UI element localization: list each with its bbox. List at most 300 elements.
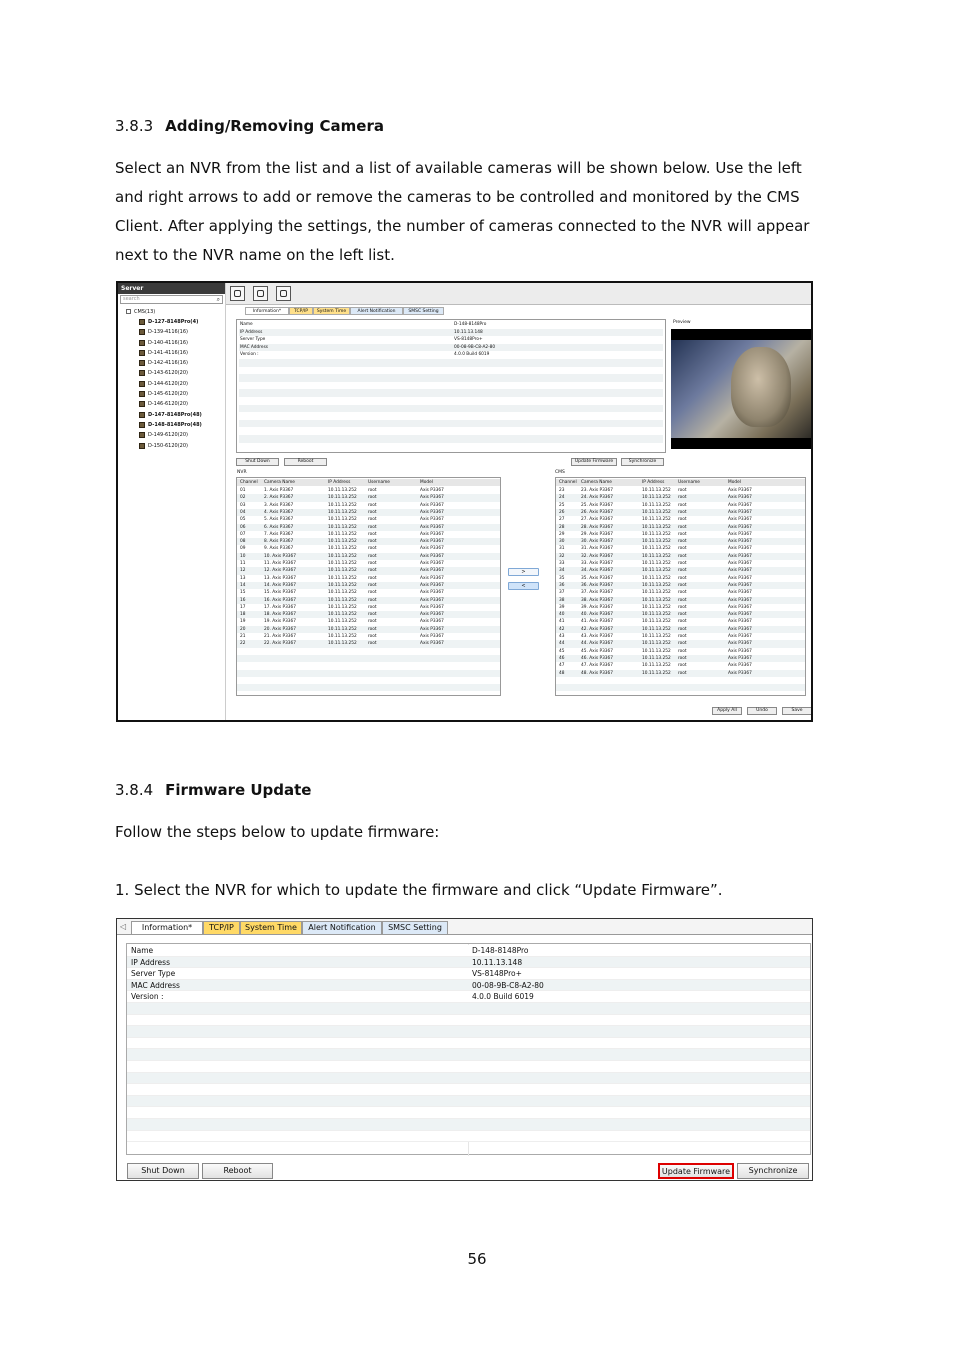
page-number: 56	[467, 1250, 487, 1268]
model-cell: Axis P3367	[728, 619, 752, 625]
info-row	[127, 1015, 810, 1027]
camera-name-cell: 7. Axis P3367	[264, 531, 294, 537]
table-row[interactable]	[556, 684, 805, 691]
camera-name-cell: 19. Axis P3367	[264, 619, 297, 625]
remove-camera-button[interactable]: <	[508, 582, 539, 590]
table-row[interactable]	[556, 648, 805, 655]
tree-node[interactable]	[126, 399, 225, 409]
add-camera-button[interactable]: >	[508, 568, 539, 576]
save-button[interactable]: Save	[782, 707, 812, 715]
table-row[interactable]	[556, 575, 805, 582]
table-row[interactable]	[237, 640, 500, 647]
column-header: IP Address	[642, 480, 665, 485]
camera-preview	[671, 329, 813, 449]
tab-scroll-left-icon[interactable]: ◁	[120, 922, 127, 931]
camera-name-cell: 15. Axis P3367	[264, 590, 297, 596]
tree-node-label: D-146-6120(20)	[148, 401, 188, 408]
tree-node[interactable]	[126, 317, 225, 327]
toolbar	[226, 283, 813, 305]
camera-name-cell: 4. Axis P3367	[264, 509, 294, 515]
ip-cell: 10.11.13.252	[328, 575, 357, 581]
table-row[interactable]	[556, 538, 805, 545]
info-row	[239, 336, 663, 344]
model-cell: Axis P3367	[728, 655, 752, 661]
camera-name-cell: 42. Axis P3367	[581, 626, 614, 632]
table-row[interactable]	[237, 655, 500, 662]
camera-name-cell: 9. Axis P3367	[264, 546, 294, 552]
tree-node[interactable]	[126, 441, 225, 451]
channel-cell: 37	[559, 590, 565, 596]
username-cell: root	[678, 568, 687, 574]
table-row[interactable]	[556, 502, 805, 509]
camera-name-cell: 22. Axis P3367	[264, 641, 297, 647]
server-tree	[118, 308, 225, 451]
camera-name-cell: 30. Axis P3367	[581, 539, 614, 545]
server-icon	[139, 329, 145, 335]
info-row	[127, 1119, 810, 1131]
channel-cell: 26	[559, 509, 565, 515]
tab-information[interactable]: Information*	[245, 307, 289, 315]
model-cell: Axis P3367	[728, 641, 752, 647]
info-table	[236, 319, 666, 453]
camera-name-cell: 29. Axis P3367	[581, 531, 614, 537]
tree-node[interactable]	[126, 430, 225, 440]
info-table	[126, 943, 811, 1155]
channel-cell: 20	[240, 626, 246, 632]
username-cell: root	[678, 634, 687, 639]
search-icon[interactable]: ⌕	[216, 296, 220, 303]
table-row[interactable]	[556, 618, 805, 625]
ip-cell: 10.11.13.252	[328, 546, 357, 552]
channel-cell: 04	[240, 509, 246, 515]
username-cell: root	[678, 612, 687, 618]
server-search-input[interactable]	[120, 295, 223, 304]
paragraph-line: Select an NVR from the list and a list of available cameras will be shown below. Use the left	[115, 159, 802, 177]
ip-cell: 10.11.13.252	[642, 582, 671, 588]
info-row	[127, 1084, 810, 1096]
channel-cell: 19	[240, 619, 246, 625]
preview-image	[731, 347, 791, 427]
model-cell: Axis P3367	[420, 590, 444, 596]
apply-all-button[interactable]: Apply All	[712, 707, 742, 715]
tree-node[interactable]	[126, 338, 225, 348]
camera-name-cell: 3. Axis P3367	[264, 502, 294, 508]
tree-node[interactable]	[126, 379, 225, 389]
model-cell: Axis P3367	[728, 634, 752, 639]
table-row[interactable]	[556, 524, 805, 531]
model-cell: Axis P3367	[728, 663, 752, 669]
section-paragraph	[115, 154, 845, 270]
channel-cell: 36	[559, 582, 565, 588]
username-cell: root	[368, 502, 377, 508]
channel-cell: 30	[559, 539, 565, 545]
table-row[interactable]	[237, 545, 500, 552]
table-row[interactable]	[556, 589, 805, 596]
info-row	[239, 443, 663, 451]
tab-tcpip[interactable]: TCP/IP	[203, 921, 240, 934]
info-label: Version :	[240, 352, 259, 358]
ip-cell: 10.11.13.252	[642, 648, 671, 654]
username-cell: root	[368, 582, 377, 588]
info-value: 4.0.0 Build 6019	[454, 352, 490, 358]
table-row[interactable]	[556, 494, 805, 501]
table-row[interactable]	[556, 582, 805, 589]
tab-alert-notification[interactable]: Alert Notification	[302, 921, 382, 934]
channel-cell: 16	[240, 597, 246, 603]
camera-name-cell: 37. Axis P3367	[581, 590, 614, 596]
paragraph-line: and right arrows to add or remove the cameras to be controlled and monitored by the CMS	[115, 188, 800, 206]
model-cell: Axis P3367	[728, 509, 752, 515]
model-cell: Axis P3367	[728, 626, 752, 632]
info-row	[239, 344, 663, 352]
table-row[interactable]	[237, 538, 500, 545]
table-header	[237, 479, 500, 486]
camera-name-cell: 8. Axis P3367	[264, 539, 294, 545]
ip-cell: 10.11.13.252	[328, 612, 357, 618]
table-row[interactable]	[237, 567, 500, 574]
tree-node[interactable]	[126, 358, 225, 368]
username-cell: root	[678, 502, 687, 508]
section-number: 3.8.3	[115, 117, 154, 135]
info-row	[127, 1096, 810, 1108]
table-row[interactable]	[237, 516, 500, 523]
camera-name-cell: 23. Axis P3367	[581, 488, 614, 493]
table-row[interactable]	[556, 604, 805, 611]
reboot-button[interactable]: Reboot	[202, 1163, 273, 1179]
camera-name-cell: 1. Axis P3367	[264, 488, 294, 493]
table-row[interactable]	[237, 509, 500, 516]
tab-system-time[interactable]: System Time	[313, 307, 350, 315]
camera-name-cell: 6. Axis P3367	[264, 524, 294, 530]
ip-cell: 10.11.13.252	[642, 531, 671, 537]
tree-node-label: D-145-6120(20)	[148, 391, 188, 398]
table-row[interactable]	[237, 494, 500, 501]
camera-name-cell: 46. Axis P3367	[581, 655, 614, 661]
tree-root[interactable]: CMS(13)	[126, 308, 225, 317]
model-cell: Axis P3367	[728, 553, 752, 559]
table-row[interactable]	[556, 670, 805, 677]
model-cell: Axis P3367	[420, 539, 444, 545]
ip-cell: 10.11.13.252	[328, 568, 357, 574]
model-cell: Axis P3367	[420, 634, 444, 639]
update-firmware-button[interactable]: Update Firmware	[658, 1163, 734, 1179]
tree-node[interactable]	[126, 368, 225, 378]
synchronize-button[interactable]: Synchronize	[621, 458, 664, 466]
info-row	[239, 321, 663, 329]
info-row	[239, 329, 663, 337]
model-cell: Axis P3367	[728, 502, 752, 508]
info-row	[239, 367, 663, 375]
username-cell: root	[678, 575, 687, 581]
table-row[interactable]	[237, 524, 500, 531]
synchronize-button[interactable]: Synchronize	[737, 1163, 809, 1179]
info-row	[127, 957, 810, 969]
tab-information[interactable]: Information*	[131, 921, 203, 934]
server-icon[interactable]	[253, 286, 268, 301]
info-row	[127, 1038, 810, 1050]
camera-name-cell: 36. Axis P3367	[581, 582, 614, 588]
server-icon	[139, 340, 145, 346]
channel-cell: 18	[240, 612, 246, 618]
tree-node[interactable]	[126, 327, 225, 337]
shut-down-button[interactable]: Shut Down	[236, 458, 279, 466]
username-cell: root	[368, 539, 377, 545]
info-row	[239, 420, 663, 428]
username-cell: root	[368, 531, 377, 537]
model-cell: Axis P3367	[420, 641, 444, 647]
camera-name-cell: 39. Axis P3367	[581, 604, 614, 610]
table-row[interactable]	[237, 582, 500, 589]
tree-node[interactable]	[126, 410, 225, 420]
ip-cell: 10.11.13.252	[642, 568, 671, 574]
table-row[interactable]	[237, 575, 500, 582]
ip-cell: 10.11.13.252	[328, 524, 357, 530]
table-row[interactable]	[237, 611, 500, 618]
info-label: Name	[240, 322, 253, 327]
model-cell: Axis P3367	[728, 597, 752, 603]
camera-name-cell: 45. Axis P3367	[581, 648, 614, 654]
username-cell: root	[678, 648, 687, 654]
settings-icon[interactable]	[276, 286, 291, 301]
nvr-label: NVR	[237, 470, 247, 475]
tree-node[interactable]	[126, 348, 225, 358]
camera-name-cell: 35. Axis P3367	[581, 575, 614, 581]
shut-down-button[interactable]: Shut Down	[127, 1163, 199, 1179]
username-cell: root	[678, 495, 687, 501]
camera-icon[interactable]	[230, 286, 245, 301]
server-icon	[139, 391, 145, 397]
tree-node-label: D-139-4116(16)	[148, 329, 188, 336]
model-cell: Axis P3367	[420, 626, 444, 632]
username-cell: root	[368, 488, 377, 493]
info-row	[239, 351, 663, 359]
username-cell: root	[368, 612, 377, 618]
model-cell: Axis P3367	[420, 524, 444, 530]
model-cell: Axis P3367	[420, 531, 444, 537]
username-cell: root	[678, 604, 687, 610]
username-cell: root	[678, 539, 687, 545]
info-value: 00-08-9B-C8-A2-80	[472, 980, 544, 990]
server-icon	[139, 360, 145, 366]
model-cell: Axis P3367	[728, 670, 752, 676]
table-row[interactable]	[237, 670, 500, 677]
channel-cell: 43	[559, 634, 565, 639]
ip-cell: 10.11.13.252	[328, 641, 357, 647]
camera-name-cell: 28. Axis P3367	[581, 524, 614, 530]
info-value: D-148-8148Pro	[472, 946, 529, 955]
ip-cell: 10.11.13.252	[328, 517, 357, 523]
update-firmware-button[interactable]: Update Firmware	[571, 458, 617, 466]
camera-name-cell: 21. Axis P3367	[264, 634, 297, 639]
ip-cell: 10.11.13.252	[642, 561, 671, 566]
table-row[interactable]	[237, 648, 500, 655]
step-1-text: 1. Select the NVR for which to update the firmware and click “Update Firmware”.	[115, 881, 723, 899]
tree-node-label: D-141-4116(16)	[148, 349, 188, 356]
tab-alert-notification[interactable]: Alert Notification	[350, 307, 403, 315]
column-header: Channel	[240, 480, 258, 485]
model-cell: Axis P3367	[420, 619, 444, 625]
camera-name-cell: 44. Axis P3367	[581, 641, 614, 647]
table-row[interactable]	[556, 626, 805, 633]
table-row[interactable]	[237, 618, 500, 625]
table-row[interactable]	[556, 640, 805, 647]
ip-cell: 10.11.13.252	[328, 539, 357, 545]
tab-smsc-setting[interactable]: SMSC Setting	[403, 307, 444, 315]
camera-name-cell: 24. Axis P3367	[581, 495, 614, 501]
table-row[interactable]	[237, 633, 500, 640]
info-row	[127, 1073, 810, 1085]
camera-name-cell: 10. Axis P3367	[264, 553, 297, 559]
info-row	[239, 374, 663, 382]
cms-label: CMS	[555, 470, 565, 475]
username-cell: root	[678, 582, 687, 588]
table-row[interactable]	[237, 589, 500, 596]
channel-cell: 09	[240, 546, 246, 552]
info-label: Name	[131, 946, 154, 955]
model-cell: Axis P3367	[728, 568, 752, 574]
username-cell: root	[678, 663, 687, 669]
model-cell: Axis P3367	[728, 531, 752, 537]
tab-system-time[interactable]: System Time	[240, 921, 302, 934]
table-row[interactable]	[556, 611, 805, 618]
table-row[interactable]	[237, 487, 500, 494]
table-row[interactable]	[237, 626, 500, 633]
channel-cell: 02	[240, 495, 246, 501]
reboot-button[interactable]: Reboot	[284, 458, 327, 466]
info-value: 10.11.13.148	[472, 957, 523, 967]
camera-name-cell: 48. Axis P3367	[581, 670, 614, 676]
info-label: Server Type	[240, 337, 266, 343]
channel-cell: 38	[559, 597, 565, 603]
username-cell: root	[678, 641, 687, 647]
paragraph-line: Client. After applying the settings, the number of cameras connected to the NVR will appear	[115, 217, 810, 235]
channel-cell: 08	[240, 539, 246, 545]
ip-cell: 10.11.13.252	[328, 495, 357, 501]
username-cell: root	[368, 509, 377, 515]
channel-cell: 17	[240, 604, 246, 610]
model-cell: Axis P3367	[420, 546, 444, 552]
table-row[interactable]	[556, 633, 805, 640]
ip-cell: 10.11.13.252	[642, 509, 671, 515]
table-row[interactable]	[237, 684, 500, 691]
tree-node-label: D-142-4116(16)	[148, 360, 188, 367]
table-row[interactable]	[556, 655, 805, 662]
ip-cell: 10.11.13.252	[642, 604, 671, 610]
ip-cell: 10.11.13.252	[328, 488, 357, 493]
info-value: 10.11.13.148	[454, 329, 483, 335]
model-cell: Axis P3367	[728, 582, 752, 588]
table-row[interactable]	[556, 662, 805, 669]
tab-bar	[117, 919, 812, 935]
username-cell: root	[678, 524, 687, 530]
ip-cell: 10.11.13.252	[642, 663, 671, 669]
section-heading-3-8-3	[115, 117, 384, 135]
table-header	[556, 479, 805, 486]
ip-cell: 10.11.13.252	[642, 488, 671, 493]
tab-tcpip[interactable]: TCP/IP	[289, 307, 313, 315]
model-cell: Axis P3367	[420, 561, 444, 566]
camera-name-cell: 41. Axis P3367	[581, 619, 614, 625]
tree-node-label: D-127-8148Pro(4)	[148, 319, 199, 325]
table-row[interactable]	[237, 502, 500, 509]
table-row[interactable]	[237, 597, 500, 604]
table-row[interactable]	[556, 597, 805, 604]
table-row[interactable]	[556, 545, 805, 552]
info-row	[127, 991, 810, 1003]
table-row[interactable]	[556, 553, 805, 560]
table-row[interactable]	[237, 553, 500, 560]
camera-name-cell: 16. Axis P3367	[264, 597, 297, 603]
table-row[interactable]	[556, 531, 805, 538]
channel-cell: 39	[559, 604, 565, 610]
tab-smsc-setting[interactable]: SMSC Setting	[382, 921, 448, 934]
model-cell: Axis P3367	[728, 488, 752, 493]
username-cell: root	[368, 553, 377, 559]
camera-name-cell: 25. Axis P3367	[581, 502, 614, 508]
tree-node[interactable]	[126, 389, 225, 399]
cms-camera-table	[555, 477, 806, 696]
username-cell: root	[678, 626, 687, 632]
info-label: MAC Address	[240, 344, 269, 350]
camera-name-cell: 33. Axis P3367	[581, 561, 614, 566]
username-cell: root	[368, 517, 377, 523]
column-header: Model	[420, 480, 433, 485]
username-cell: root	[678, 509, 687, 515]
table-row[interactable]	[556, 487, 805, 494]
channel-cell: 32	[559, 553, 565, 559]
model-cell: Axis P3367	[420, 553, 444, 559]
table-row[interactable]	[556, 567, 805, 574]
username-cell: root	[368, 524, 377, 530]
ip-cell: 10.11.13.252	[328, 597, 357, 603]
table-row[interactable]	[237, 677, 500, 684]
info-row	[127, 1003, 810, 1015]
table-row[interactable]	[237, 531, 500, 538]
model-cell: Axis P3367	[420, 502, 444, 508]
channel-cell: 05	[240, 517, 246, 523]
model-cell: Axis P3367	[420, 488, 444, 493]
collapse-icon[interactable]	[126, 309, 131, 314]
channel-cell: 44	[559, 641, 565, 647]
ip-cell: 10.11.13.252	[328, 619, 357, 625]
table-row[interactable]	[556, 516, 805, 523]
table-row[interactable]	[237, 662, 500, 669]
undo-button[interactable]: Undo	[747, 707, 777, 715]
username-cell: root	[678, 670, 687, 676]
channel-cell: 21	[240, 634, 246, 639]
channel-cell: 33	[559, 561, 565, 566]
model-cell: Axis P3367	[420, 597, 444, 603]
tree-node[interactable]	[126, 420, 225, 430]
channel-cell: 47	[559, 663, 565, 669]
ip-cell: 10.11.13.252	[328, 604, 357, 610]
table-row[interactable]	[556, 560, 805, 567]
camera-name-cell: 5. Axis P3367	[264, 517, 294, 523]
column-header: IP Address	[328, 480, 351, 485]
table-row[interactable]	[556, 509, 805, 516]
channel-cell: 28	[559, 524, 565, 530]
table-row[interactable]	[237, 604, 500, 611]
channel-cell: 12	[240, 568, 246, 574]
camera-name-cell: 18. Axis P3367	[264, 612, 297, 618]
info-row	[239, 397, 663, 405]
table-row[interactable]	[556, 677, 805, 684]
search-placeholder: search	[123, 296, 140, 302]
section-heading-3-8-4	[115, 781, 311, 799]
info-value: VS-8148Pro+	[454, 337, 483, 343]
table-row[interactable]	[237, 560, 500, 567]
model-cell: Axis P3367	[728, 590, 752, 596]
